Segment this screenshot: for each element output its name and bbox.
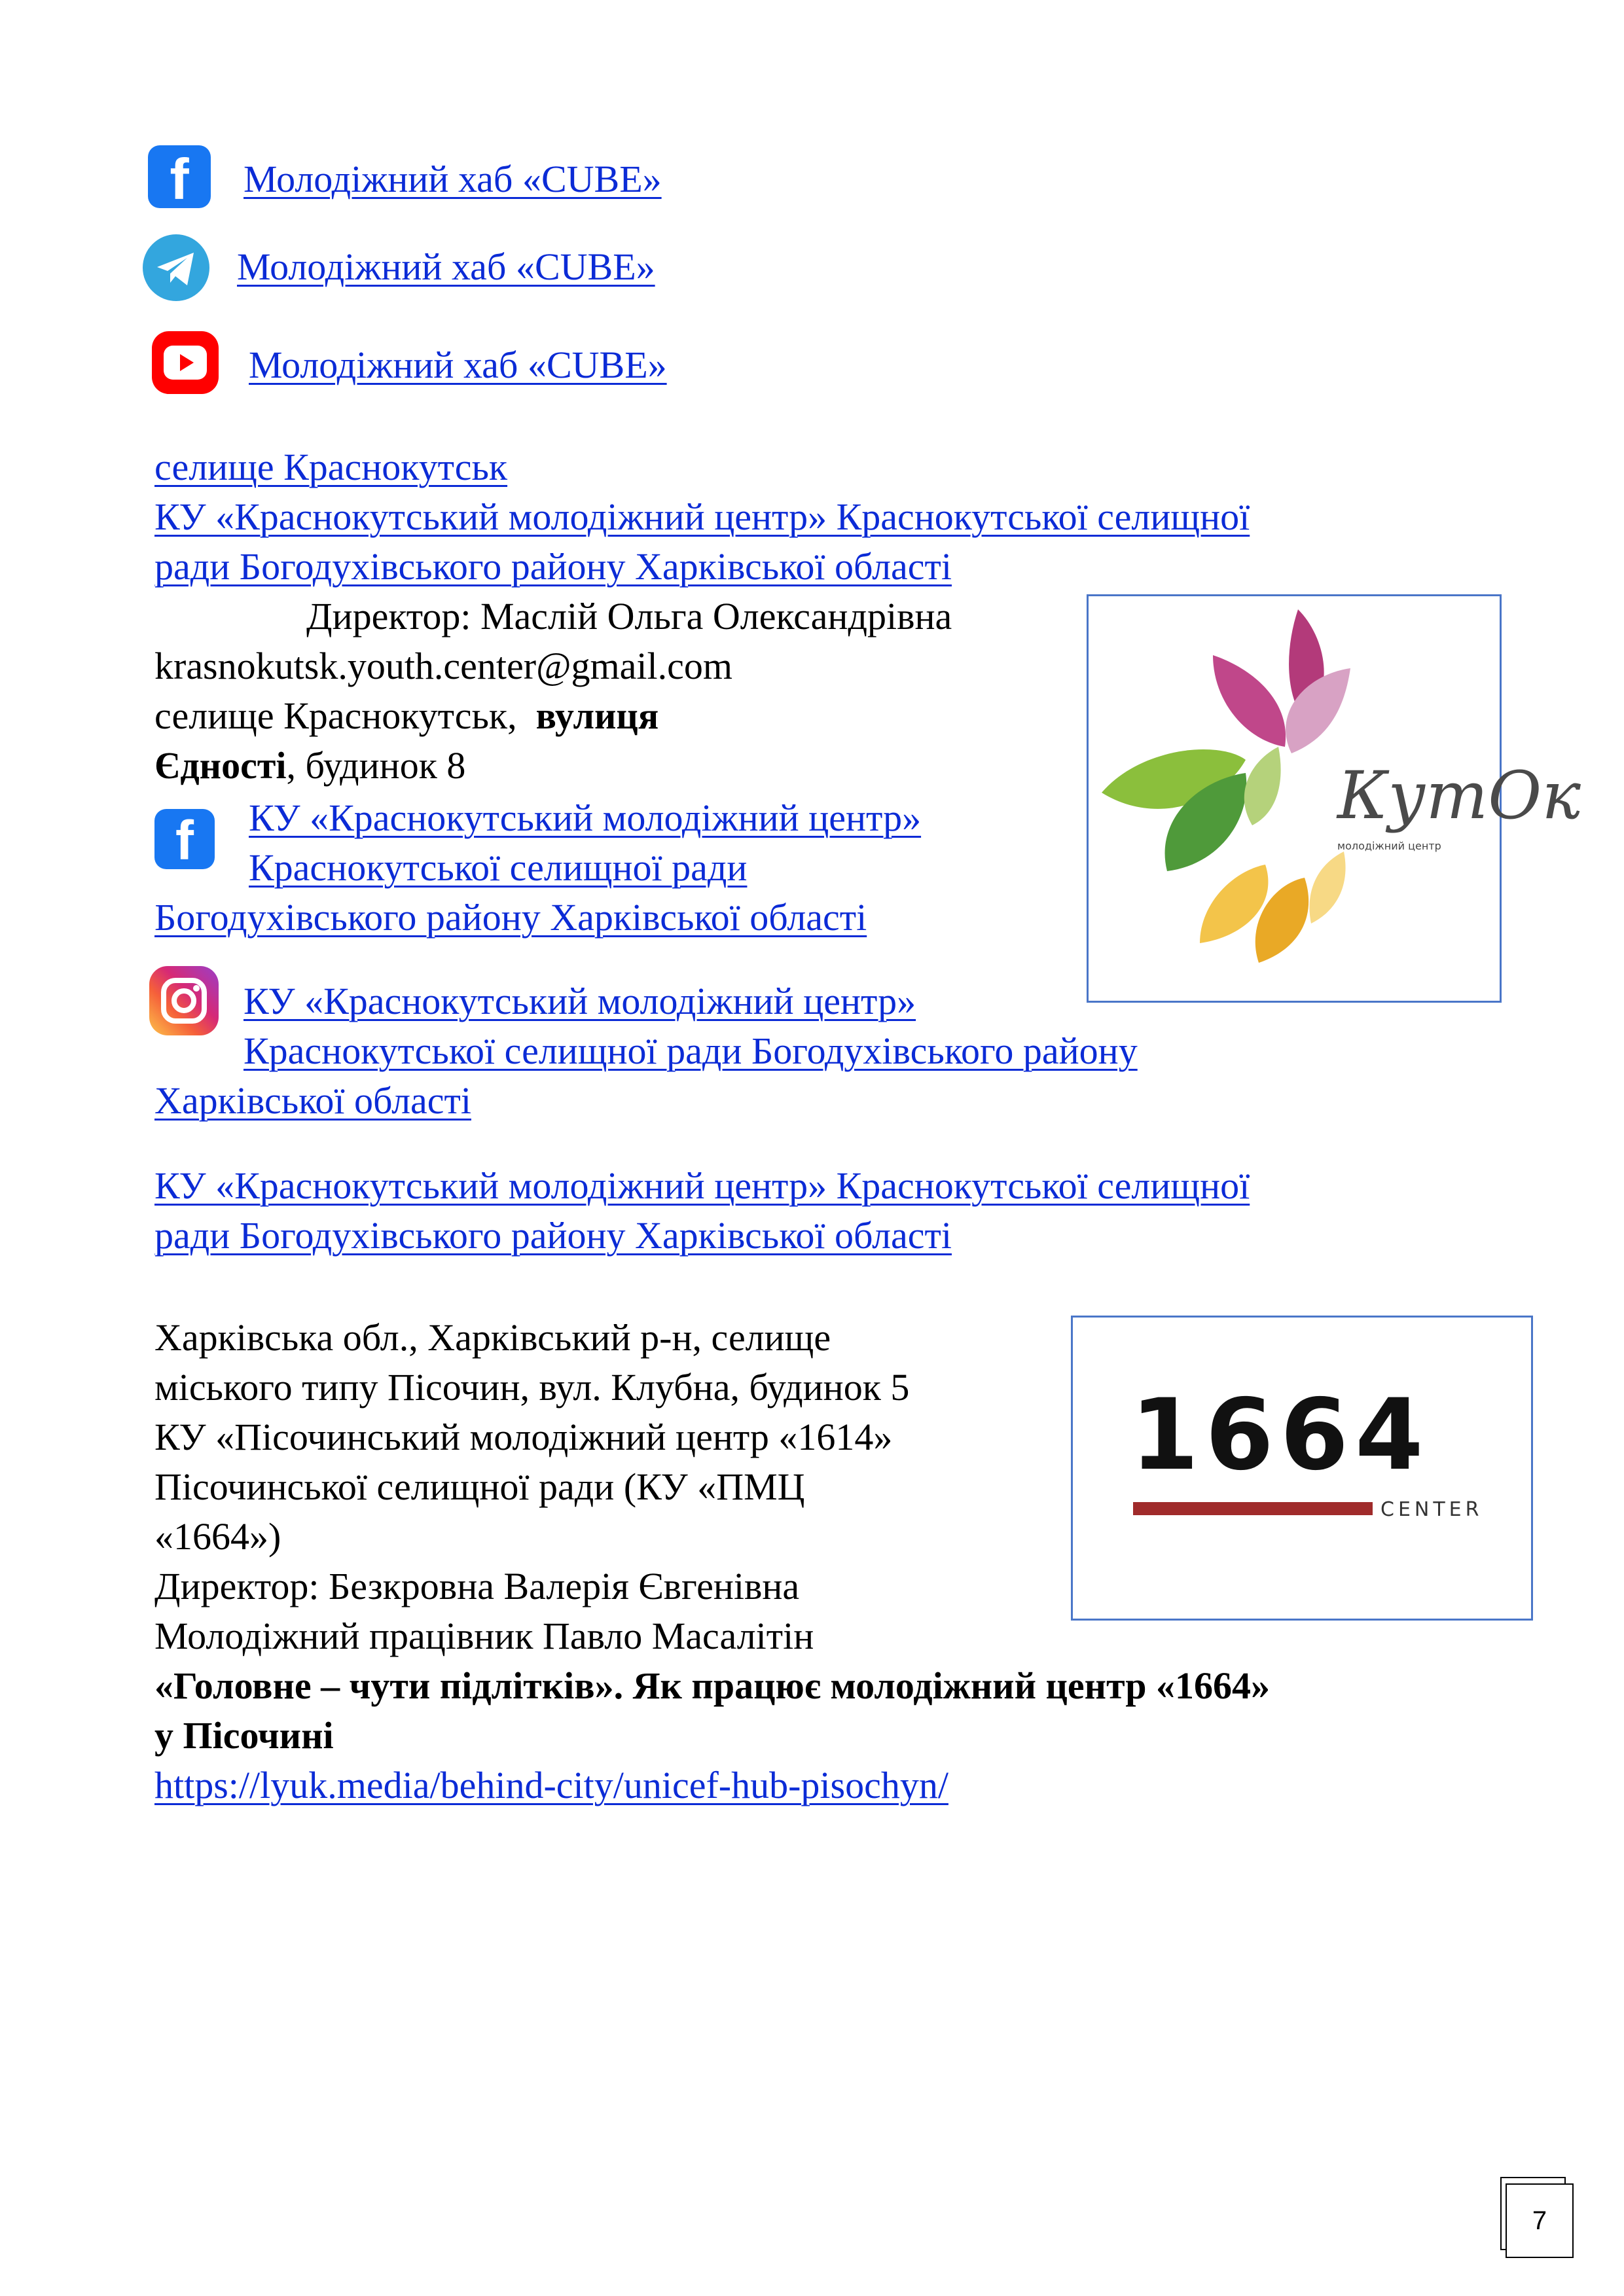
krasnokutsk-facebook-link-line1[interactable]: КУ «Краснокутський молодіжний центр»: [249, 797, 922, 839]
address-street-word: вулиця: [535, 694, 659, 737]
center-1664-logo: [1071, 1316, 1533, 1621]
settlement-link[interactable]: селище Краснокутськ: [154, 446, 508, 488]
krasnokutsk-instagram-link-line2[interactable]: Краснокутської селищної ради Богодухівського району: [244, 1030, 1138, 1072]
krasnokutsk-site-link-line2[interactable]: ради Богодухівського району Харківської області: [154, 1214, 952, 1257]
address-line2: [154, 741, 465, 791]
krasnokutsk-instagram-link-line3[interactable]: Харківської області: [154, 1079, 471, 1122]
center-link-line2[interactable]: ради Богодухівського району Харківської області: [154, 545, 952, 588]
logo-bar: [1133, 1502, 1373, 1515]
center-link-line1[interactable]: КУ «Краснокутський молодіжний центр» Краснокутської селищної: [154, 495, 1250, 538]
pisochyn-worker: Молодіжний працівник Павло Масалітін: [154, 1615, 814, 1657]
krasnokutsk-email: krasnokutsk.youth.center@gmail.com: [154, 645, 732, 687]
youtube-icon: [152, 331, 219, 394]
pisochyn-line1: Харківська обл., Харківський р-н, селище: [154, 1316, 831, 1359]
logo-number: 1664: [1130, 1378, 1430, 1492]
article-title-line1: «Головне – чути підлітків». Як працює молодіжний центр «1664»: [154, 1664, 1271, 1707]
krasnokutsk-facebook-link-line2[interactable]: Краснокутської селищної ради: [249, 846, 748, 889]
kutok-logo: [1087, 594, 1581, 1003]
pisochyn-line2: міського типу Пісочин, вул. Клубна, будинок 5: [154, 1366, 910, 1408]
pisochyn-line3: КУ «Пісочинський молодіжний центр «1614»: [154, 1416, 893, 1458]
krasnokutsk-site-link-line1[interactable]: КУ «Краснокутський молодіжний центр» Краснокутської селищної: [154, 1164, 1250, 1207]
krasnokutsk-instagram-link-line1[interactable]: КУ «Краснокутський молодіжний центр»: [244, 980, 916, 1022]
address-text: селище Краснокутськ,: [154, 694, 517, 737]
logo-word: CENTER: [1380, 1498, 1483, 1521]
kutok-logo-subtext: молодіжний центр: [1337, 840, 1441, 852]
facebook-icon: f: [154, 809, 215, 869]
article-url-link[interactable]: https://lyuk.media/behind-city/unicef-hub-pisochyn/: [154, 1764, 948, 1806]
cube-telegram-link[interactable]: Молодіжний хаб «CUBE»: [237, 245, 655, 288]
telegram-icon: [143, 234, 209, 301]
address-line1: [154, 691, 659, 741]
address-street-name: Єдності: [154, 744, 287, 787]
page-number: 7: [1506, 2183, 1574, 2258]
facebook-icon: f: [148, 145, 211, 208]
address-building: , будинок 8: [286, 744, 466, 787]
pisochyn-line4: Пісочинської селищної ради (КУ «ПМЦ: [154, 1465, 805, 1508]
article-title-line2: у Пісочині: [154, 1714, 334, 1757]
cube-youtube-link[interactable]: Молодіжний хаб «CUBE»: [249, 344, 667, 386]
krasnokutsk-director: Директор: Маслій Ольга Олександрівна: [306, 595, 952, 637]
kutok-logo-text: КутОк: [1337, 757, 1581, 834]
cube-facebook-link[interactable]: Молодіжний хаб «CUBE»: [244, 158, 662, 200]
krasnokutsk-facebook-link-line3[interactable]: Богодухівського району Харківської області: [154, 896, 867, 939]
instagram-icon: [149, 966, 219, 1035]
pisochyn-director: Директор: Безкровна Валерія Євгенівна: [154, 1565, 800, 1607]
pisochyn-line5: «1664»): [154, 1515, 281, 1558]
